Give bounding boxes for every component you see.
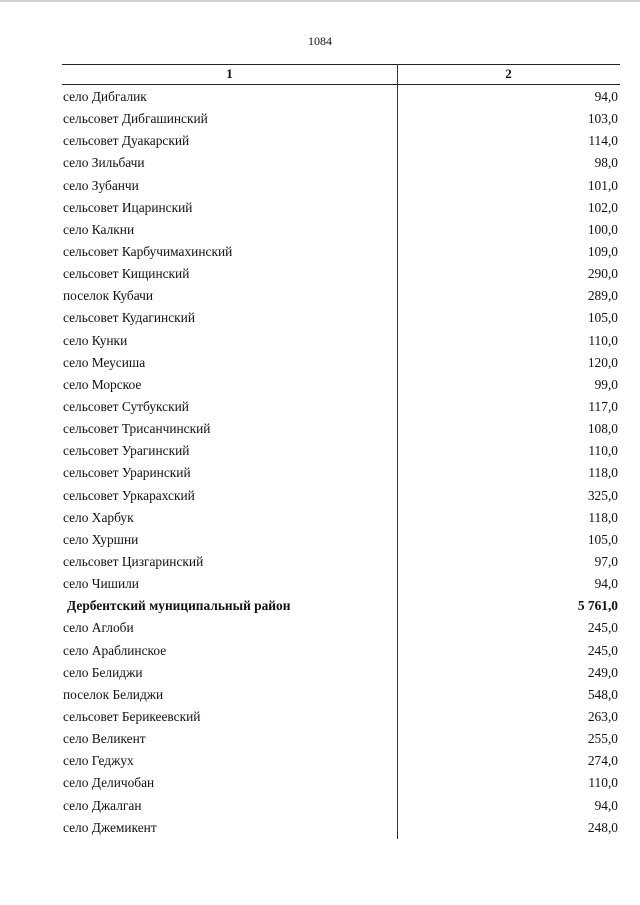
row-value: 99,0 xyxy=(594,376,618,392)
row-value: 114,0 xyxy=(588,133,618,149)
row-value: 110,0 xyxy=(588,443,618,459)
row-name: сельсовет Кудагинский xyxy=(63,310,196,326)
row-value: 249,0 xyxy=(587,664,618,680)
row-name: село Хуршни xyxy=(63,531,139,547)
row-name: сельсовет Берикеевский xyxy=(63,709,201,724)
row-name: село Морское xyxy=(63,376,142,392)
table-row xyxy=(62,86,620,108)
column-divider xyxy=(397,64,398,839)
table-row xyxy=(62,263,620,285)
table-row xyxy=(62,573,620,595)
table-row xyxy=(62,728,620,750)
table-row xyxy=(62,706,620,728)
table-row xyxy=(62,795,620,817)
row-name: сельсовет Дуакарский xyxy=(63,133,190,149)
row-value: 118,0 xyxy=(588,465,618,481)
row-value: 548,0 xyxy=(587,686,618,702)
table-row xyxy=(62,507,620,529)
row-value: 97,0 xyxy=(594,554,618,570)
row-name: сельсовет Трисанчинский xyxy=(63,421,211,437)
row-value: 120,0 xyxy=(587,354,618,370)
row-value: 94,0 xyxy=(594,576,618,592)
row-name: село Дибгалик xyxy=(63,89,147,105)
row-value: 98,0 xyxy=(594,155,618,171)
row-name: сельсовет Ураринский xyxy=(63,465,191,481)
row-name: Дербентский муниципальный район xyxy=(67,598,291,614)
row-name: село Харбук xyxy=(63,509,134,525)
row-value: 248,0 xyxy=(587,819,618,835)
table-row-district xyxy=(62,595,620,617)
row-value: 110,0 xyxy=(588,332,618,348)
row-name: село Араблинское xyxy=(63,642,167,658)
table-row xyxy=(62,551,620,573)
scan-edge xyxy=(0,0,640,2)
row-name: село Деличобан xyxy=(63,775,155,791)
data-table xyxy=(62,64,620,839)
row-name: село Зильбачи xyxy=(63,155,145,171)
row-name: село Джемикент xyxy=(63,819,157,835)
table-row xyxy=(62,175,620,197)
row-name: село Великент xyxy=(63,731,146,747)
row-value: 255,0 xyxy=(587,731,618,747)
table-header xyxy=(62,64,620,85)
table-row xyxy=(62,307,620,329)
table-row xyxy=(62,352,620,374)
row-value: 101,0 xyxy=(587,177,618,193)
row-value: 105,0 xyxy=(587,310,618,326)
row-name: сельсовет Урагинский xyxy=(63,443,190,459)
row-value: 274,0 xyxy=(587,753,618,769)
table-row xyxy=(62,418,620,440)
table-row xyxy=(62,750,620,772)
row-value: 263,0 xyxy=(587,709,618,724)
row-value: 103,0 xyxy=(587,111,618,127)
table-row xyxy=(62,684,620,706)
row-name: село Меусиша xyxy=(63,354,146,370)
table-row xyxy=(62,817,620,839)
row-value: 105,0 xyxy=(587,531,618,547)
row-value: 100,0 xyxy=(587,221,618,237)
table-row xyxy=(62,617,620,639)
row-value: 245,0 xyxy=(587,620,618,636)
row-name: сельсовет Дибгашинский xyxy=(63,111,208,127)
row-name: село Джалган xyxy=(63,797,142,813)
row-value: 5 761,0 xyxy=(577,598,618,614)
table-row xyxy=(62,640,620,662)
table-row xyxy=(62,485,620,507)
table-row xyxy=(62,152,620,174)
row-name: село Зубанчи xyxy=(63,177,139,193)
row-name: село Чишили xyxy=(63,576,139,592)
table-row xyxy=(62,529,620,551)
row-value: 94,0 xyxy=(594,797,618,813)
row-value: 102,0 xyxy=(587,199,618,215)
row-value: 290,0 xyxy=(587,266,618,282)
row-value: 325,0 xyxy=(587,487,618,503)
table-row xyxy=(62,130,620,152)
row-value: 245,0 xyxy=(587,642,618,658)
row-value: 118,0 xyxy=(588,509,618,525)
row-name: село Аглоби xyxy=(63,620,134,636)
table-row xyxy=(62,662,620,684)
row-value: 110,0 xyxy=(588,775,618,791)
row-name: сельсовет Уркарахский xyxy=(63,487,195,503)
row-name: село Кунки xyxy=(63,332,128,348)
row-value: 109,0 xyxy=(587,244,618,260)
row-value: 117,0 xyxy=(588,399,618,415)
page-number: 1084 xyxy=(308,34,332,48)
table-row xyxy=(62,396,620,418)
table-row xyxy=(62,330,620,352)
row-name: сельсовет Цизгаринский xyxy=(63,554,204,570)
table-row xyxy=(62,197,620,219)
row-value: 108,0 xyxy=(587,421,618,437)
row-name: село Геджух xyxy=(63,753,134,769)
header-col-2: 2 xyxy=(505,66,512,81)
table-row xyxy=(62,241,620,263)
table-row xyxy=(62,285,620,307)
table-row xyxy=(62,440,620,462)
table-row xyxy=(62,462,620,484)
row-name: поселок Кубачи xyxy=(63,288,154,304)
row-name: сельсовет Карбучимахинский xyxy=(63,244,233,260)
row-name: сельсовет Сутбукский xyxy=(63,399,189,415)
row-name: поселок Белиджи xyxy=(63,686,164,702)
row-value: 94,0 xyxy=(594,89,618,105)
row-name: сельсовет Кищинский xyxy=(63,266,190,282)
row-name: село Белиджи xyxy=(63,664,143,680)
table-body xyxy=(62,85,620,839)
row-name: сельсовет Ицаринский xyxy=(63,199,193,215)
row-value: 289,0 xyxy=(587,288,618,304)
table-row xyxy=(62,374,620,396)
header-col-1: 1 xyxy=(226,66,233,81)
row-name: село Калкни xyxy=(63,221,135,237)
table-row xyxy=(62,772,620,794)
table-row xyxy=(62,219,620,241)
table-row xyxy=(62,108,620,130)
